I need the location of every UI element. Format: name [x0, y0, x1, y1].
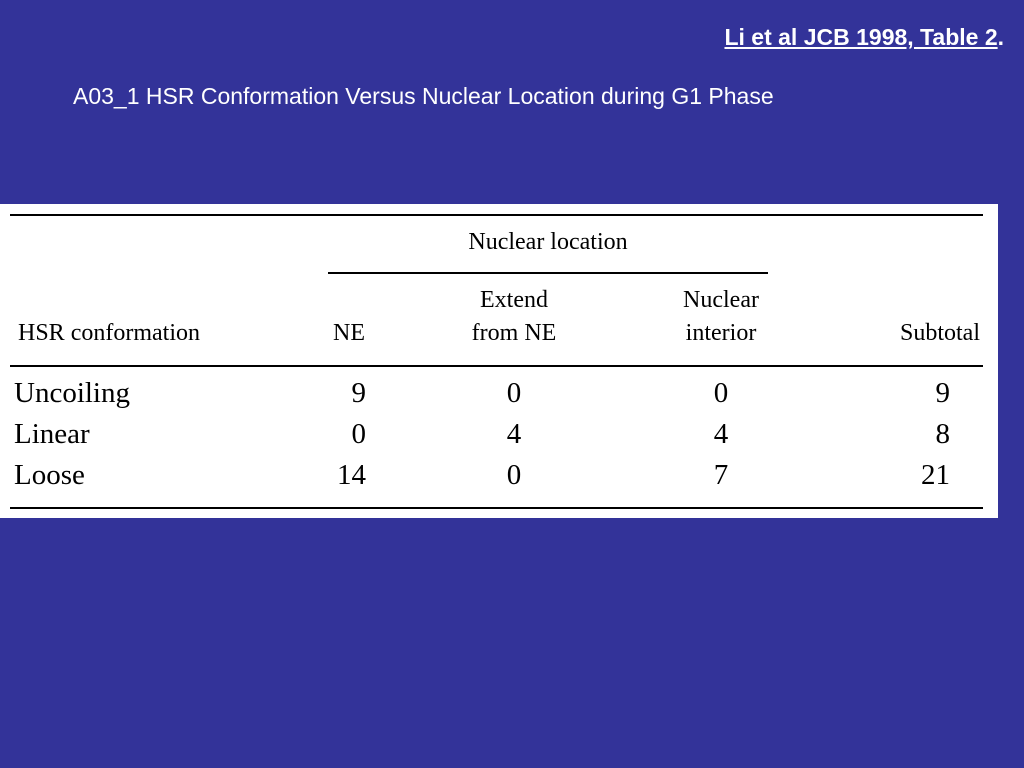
cell-subtotal: 8	[935, 418, 950, 450]
data-table	[0, 204, 998, 518]
slide-title: A03_1 HSR Conformation Versus Nuclear Location during G1 Phase	[73, 83, 774, 109]
cell-ne: 0	[351, 418, 366, 450]
row-label: Uncoiling	[14, 377, 130, 409]
citation-period: .	[997, 24, 1004, 50]
cell-interior: 4	[713, 418, 729, 450]
col-header-ne: NE	[333, 320, 365, 346]
row-label: Loose	[14, 459, 85, 491]
col-header-interior-line1: Nuclear	[683, 287, 759, 313]
table-bottom-rule	[10, 507, 983, 509]
cell-subtotal: 9	[935, 377, 950, 409]
citation-link[interactable]: Li et al JCB 1998, Table 2	[724, 24, 998, 50]
citation	[724, 24, 1004, 51]
header-bottom-rule	[10, 365, 983, 367]
col-header-extend-line2: from NE	[471, 320, 557, 346]
table-top-rule	[10, 214, 983, 216]
group-header-nuclear-location: Nuclear location	[468, 229, 628, 255]
col-header-interior-line2: interior	[685, 320, 757, 346]
col-header-hsr-conformation: HSR conformation	[18, 320, 200, 346]
cell-extend: 0	[506, 377, 522, 409]
col-header-extend-line1: Extend	[480, 287, 548, 313]
row-label: Linear	[14, 418, 90, 450]
cell-interior: 7	[713, 459, 729, 491]
cell-subtotal: 21	[921, 459, 950, 491]
cell-extend: 0	[506, 459, 522, 491]
group-header-rule	[328, 272, 768, 274]
cell-extend: 4	[506, 418, 522, 450]
cell-ne: 14	[337, 459, 366, 491]
cell-ne: 9	[351, 377, 366, 409]
cell-interior: 0	[713, 377, 729, 409]
col-header-subtotal: Subtotal	[899, 320, 980, 346]
